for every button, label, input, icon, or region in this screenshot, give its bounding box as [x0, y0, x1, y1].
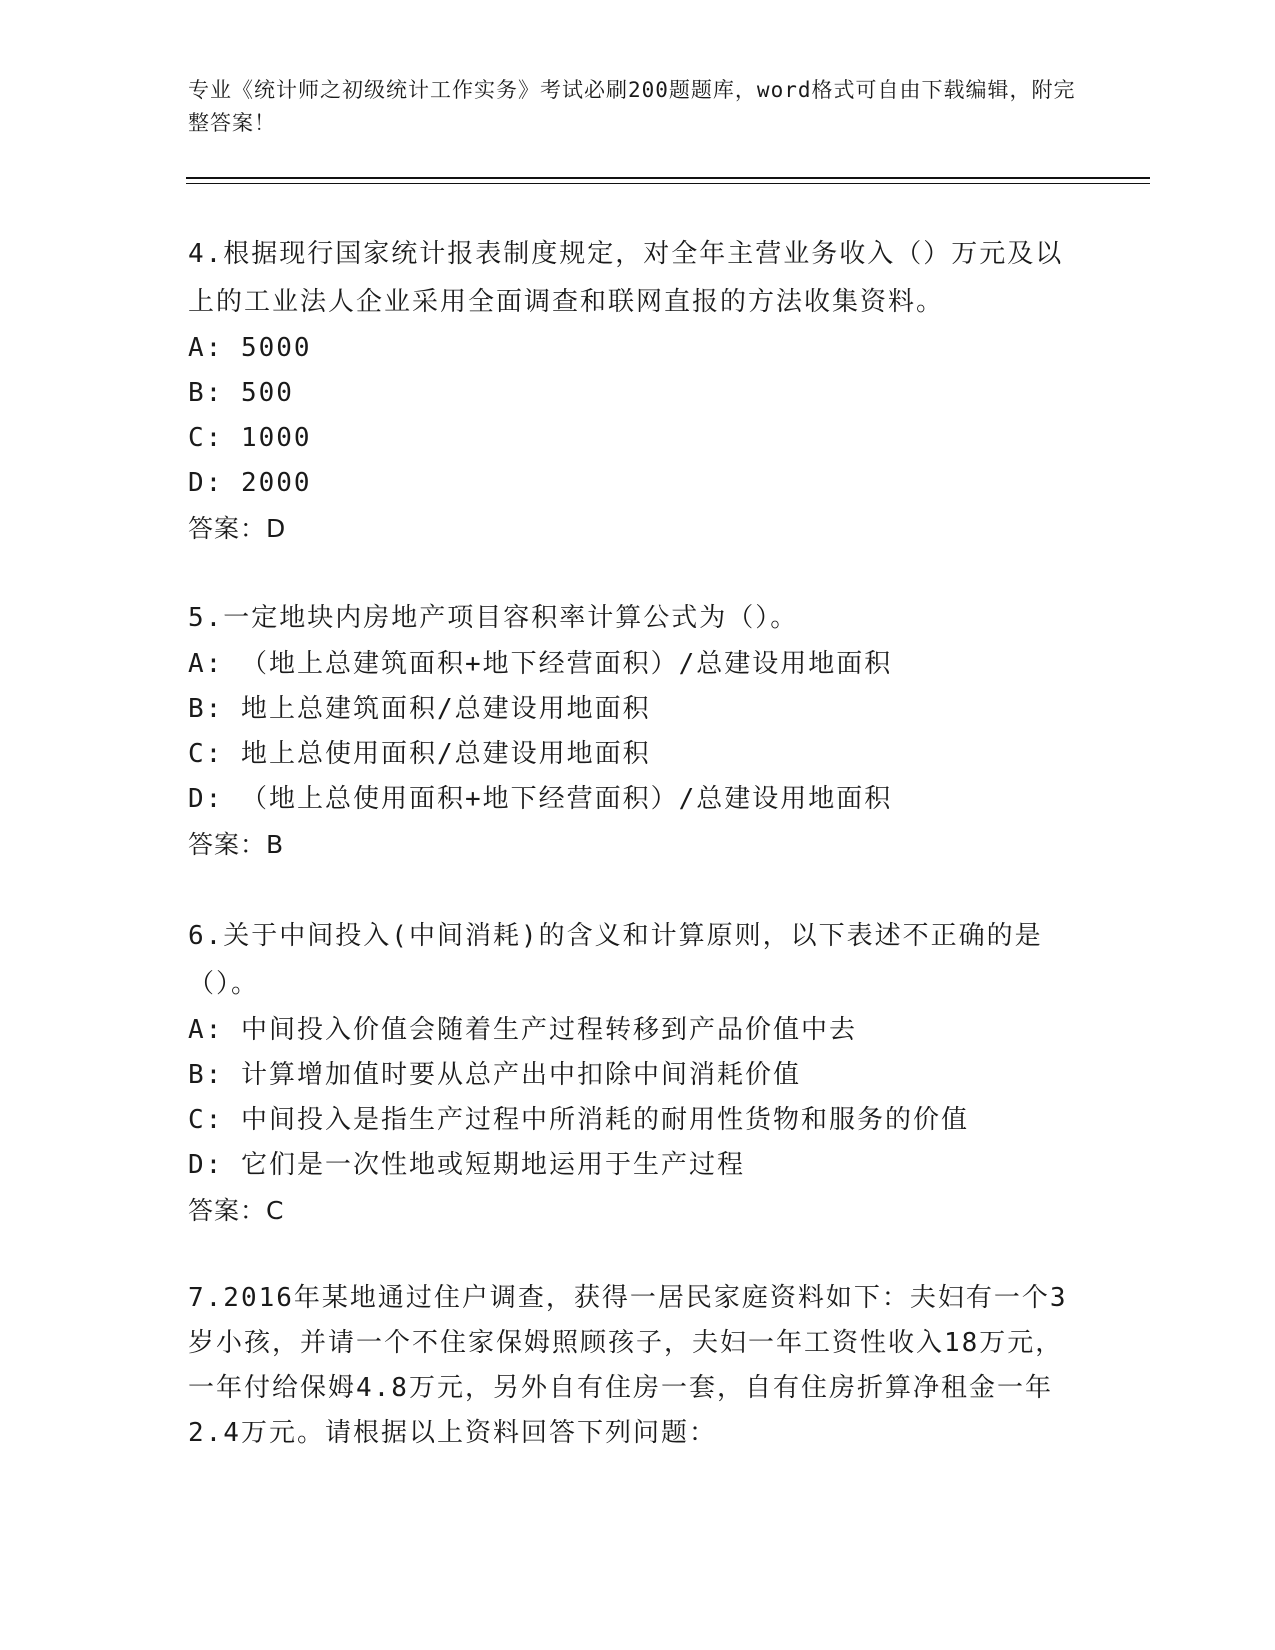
option-c: C: 中间投入是指生产过程中所消耗的耐用性货物和服务的价值 — [188, 1105, 969, 1135]
question-stem: 7.2016年某地通过住户调查，获得一居民家庭资料如下：夫妇有一个3岁小孩，并请一个不住家保姆照顾孩子，夫妇一年工资性收入18万元，一年付给保姆4.8万元，另外自有住房一套，自有住房折算净租金一年2.4万元。请根据以上资料回答下列问题： — [188, 1283, 1068, 1448]
answer: 答案：B — [188, 830, 285, 859]
option-a: A: 5000 — [188, 333, 312, 363]
header-divider-thin — [186, 183, 1150, 184]
answer: 答案：D — [188, 514, 287, 543]
header-divider — [186, 177, 1150, 179]
question-4 — [188, 230, 1068, 551]
option-c: C: 1000 — [188, 423, 312, 453]
option-a: A: （地上总建筑面积+地下经营面积）/总建设用地面积 — [188, 649, 893, 679]
option-b: B: 500 — [188, 378, 294, 408]
answer: 答案：C — [188, 1196, 285, 1225]
question-stem: 4.根据现行国家统计报表制度规定，对全年主营业务收入（）万元及以上的工业法人企业采用全面调查和联网直报的方法收集资料。 — [188, 239, 1064, 317]
option-b: B: 地上总建筑面积/总建设用地面积 — [188, 694, 651, 724]
option-c: C: 地上总使用面积/总建设用地面积 — [188, 739, 651, 769]
option-d: D: 它们是一次性地或短期地运用于生产过程 — [188, 1150, 745, 1180]
question-stem: 5.一定地块内房地产项目容积率计算公式为（）。 — [188, 603, 799, 633]
question-stem: 6.关于中间投入(中间消耗)的含义和计算原则，以下表述不正确的是（）。 — [188, 921, 1043, 999]
document-header: 专业《统计师之初级统计工作实务》考试必刷200题题库，word格式可自由下载编辑，附完整答案！ — [188, 78, 1076, 135]
question-6 — [188, 912, 1068, 1233]
question-5 — [188, 594, 1068, 867]
option-a: A: 中间投入价值会随着生产过程转移到产品价值中去 — [188, 1015, 857, 1045]
option-d: D: 2000 — [188, 468, 312, 498]
question-7 — [188, 1276, 1068, 1456]
option-d: D: （地上总使用面积+地下经营面积）/总建设用地面积 — [188, 784, 893, 814]
option-b: B: 计算增加值时要从总产出中扣除中间消耗价值 — [188, 1060, 801, 1090]
